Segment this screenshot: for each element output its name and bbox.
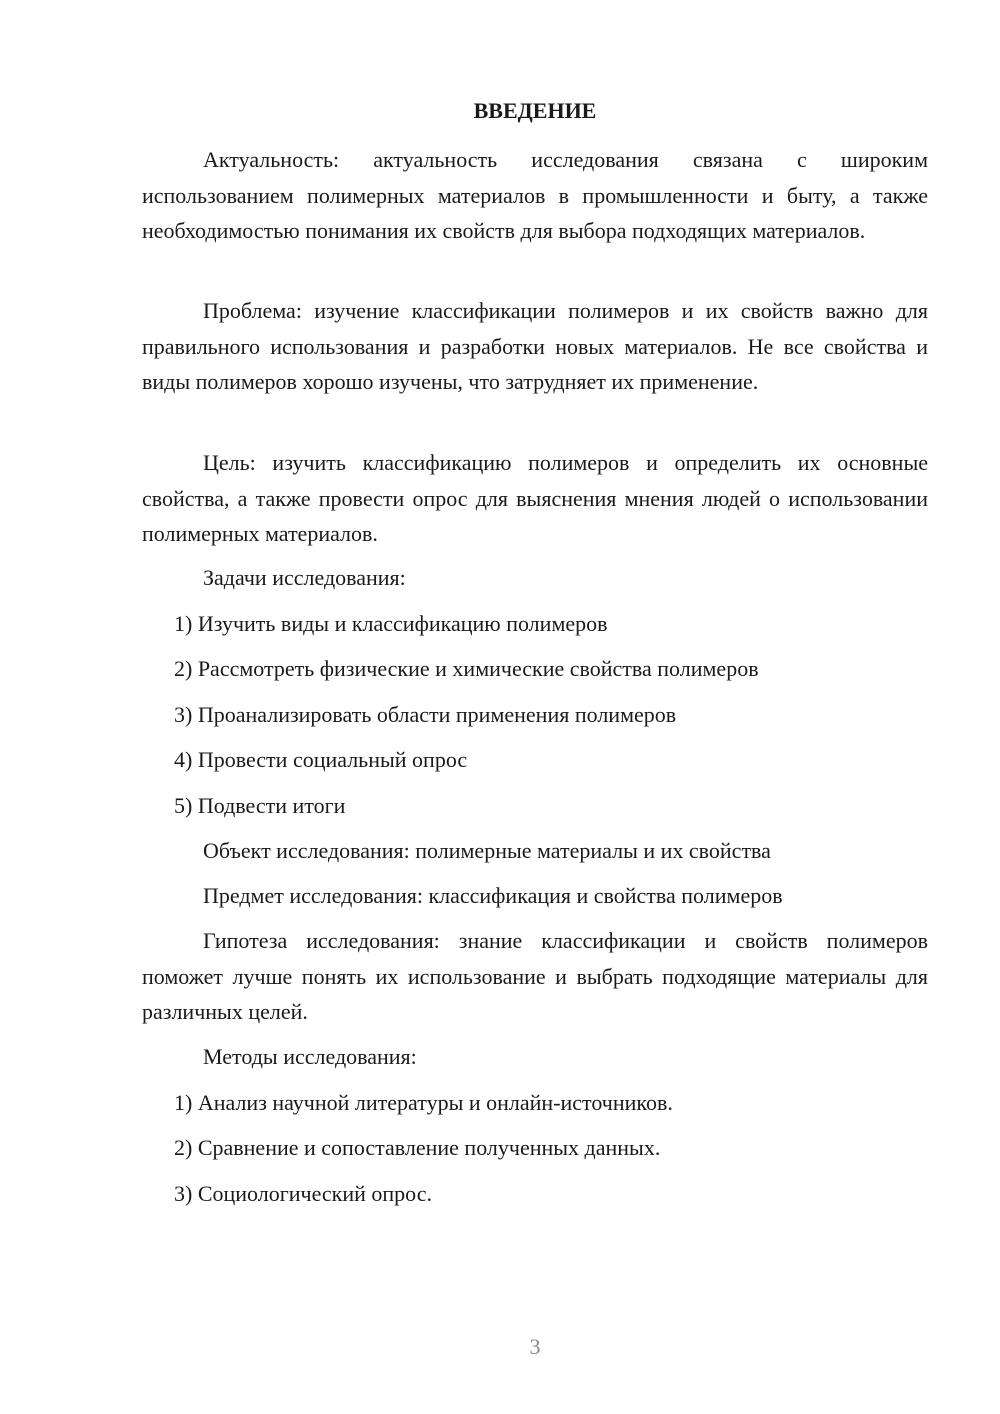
method-item-1: 1) Анализ научной литературы и онлайн-источников.	[174, 1090, 673, 1115]
methods-label: Методы исследования:	[203, 1044, 417, 1069]
method-item-3: 3) Социологический опрос.	[174, 1181, 432, 1206]
research-subject: Предмет исследования: классификация и свойства полимеров	[203, 883, 783, 908]
task-item-1: 1) Изучить виды и классификацию полимеров	[174, 611, 608, 636]
goal-paragraph: Цель: изучить классификацию полимеров и определить их основные свойства, а также провести опрос для выяснения мнения людей о использовании полимерных материалов.	[142, 450, 928, 546]
task-item-5: 5) Подвести итоги	[174, 793, 346, 818]
method-item-2: 2) Сравнение и сопоставление полученных данных.	[174, 1135, 661, 1160]
relevance-paragraph: Актуальность: актуальность исследования связана с широким использованием полимерных материалов в промышленности и быту, а также необходимостью понимания их свойств для выбора подходящих материалов.	[142, 147, 928, 243]
hypothesis-paragraph: Гипотеза исследования: знание классификации и свойств полимеров поможет лучше понять их использование и выбрать подходящие материалы для различных целей.	[142, 928, 928, 1024]
research-object: Объект исследования: полимерные материалы и их свойства	[203, 838, 771, 863]
task-item-4: 4) Провести социальный опрос	[174, 747, 468, 772]
task-item-2: 2) Рассмотреть физические и химические свойства полимеров	[174, 656, 759, 681]
page-number: 3	[529, 1334, 541, 1359]
tasks-label: Задачи исследования:	[203, 565, 406, 590]
task-item-3: 3) Проанализировать области применения полимеров	[174, 702, 677, 727]
section-heading: ВВЕДЕНИЕ	[473, 98, 597, 123]
problem-paragraph: Проблема: изучение классификации полимеров и их свойств важно для правильного использования и разработки новых материалов. Не все свойства и виды полимеров хорошо изучены, что затрудняет их применение.	[142, 298, 928, 394]
